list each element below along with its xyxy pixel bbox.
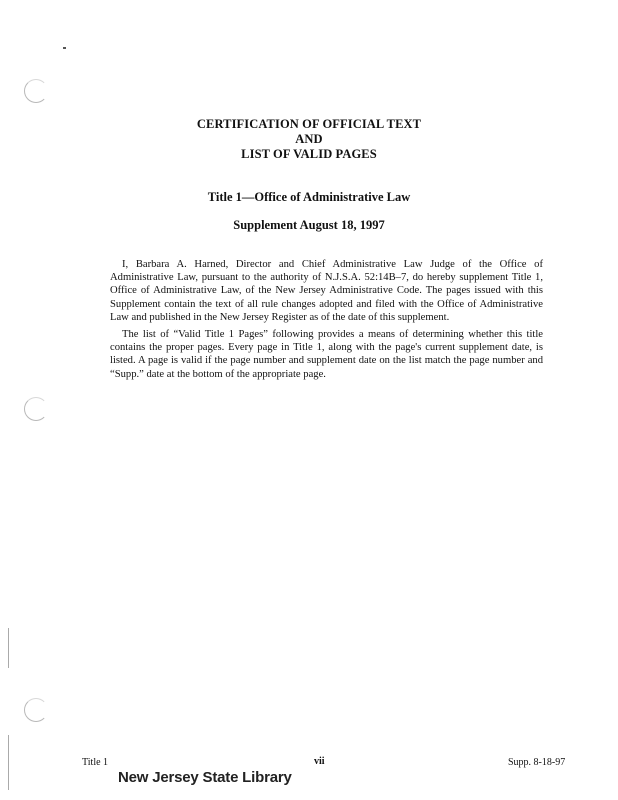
supplement-date: Supplement August 18, 1997 (233, 218, 385, 232)
footer-page-number: vii (314, 756, 325, 767)
document-heading (0, 117, 618, 162)
heading-line-1: CERTIFICATION OF OFFICIAL TEXT (196, 117, 422, 131)
footer-supp-date: Supp. 8-18-97 (508, 757, 566, 768)
heading-line-3: LIST OF VALID PAGES (241, 147, 377, 161)
scan-speck (63, 47, 66, 49)
heading-line-2: AND (295, 132, 323, 146)
valid-pages-paragraph: The list of “Valid Title 1 Pages” following provides a means of determining whether this title contains the proper pages. Every page in Title 1, along with the page's current supplement date, is listed. A page is valid if the page number and supplement date on the list match the page number and “Supp.” date at the bottom of the appropriate page. (110, 329, 543, 380)
scan-edge-mark (8, 628, 9, 668)
title-name: Title 1—Office of Administrative Law (207, 190, 411, 204)
punch-hole-top (24, 79, 48, 103)
punch-hole-bottom (24, 698, 48, 722)
footer-title: Title 1 (82, 757, 109, 768)
certification-paragraph: I, Barbara A. Harned, Director and Chief Administrative Law Judge of the Office of Administrative Law, pursuant to the authority of N.J.S.A. 52:14B–7, do hereby supplement Title 1, Office of Administrative Law, of the New Jersey Administrative Code. The pages issued with this Supplement contain the text of all rule changes adopted and filed with the Office of Administrative Law and published in the New Jersey Register as of the date of this supplement. (110, 259, 543, 323)
punch-hole-middle (24, 397, 48, 421)
scan-edge-mark (8, 735, 9, 790)
library-stamp: New Jersey State Library (118, 769, 292, 786)
